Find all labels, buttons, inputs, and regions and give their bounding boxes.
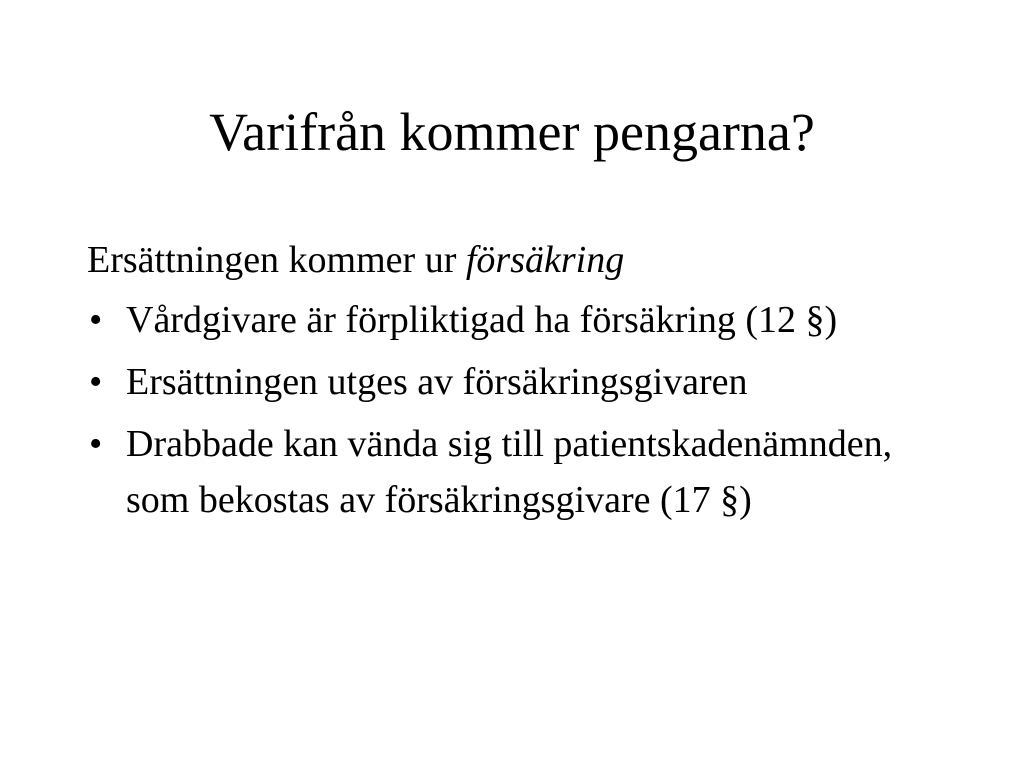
bullet-text: Drabbade kan vända sig till patientskadenämnden, som bekostas av försäkringsgivare (17 §)	[126, 423, 893, 521]
lead-paragraph	[87, 232, 947, 288]
bullet-icon: •	[89, 299, 103, 341]
bullet-text: Vårdgivare är förpliktigad ha försäkring (12 §)	[126, 299, 838, 341]
lead-emphasis: försäkring	[465, 239, 625, 281]
slide-body	[87, 232, 947, 534]
bullet-icon: •	[89, 361, 103, 403]
bullet-item	[87, 416, 947, 528]
bullet-list	[87, 292, 947, 528]
bullet-item	[87, 292, 947, 348]
slide-title: Varifrån kommer pengarna?	[209, 102, 815, 162]
bullet-icon: •	[89, 423, 103, 465]
bullet-item	[87, 354, 947, 410]
bullet-text: Ersättningen utges av försäkringsgivaren	[126, 361, 748, 403]
lead-text: Ersättningen kommer ur	[87, 239, 466, 281]
